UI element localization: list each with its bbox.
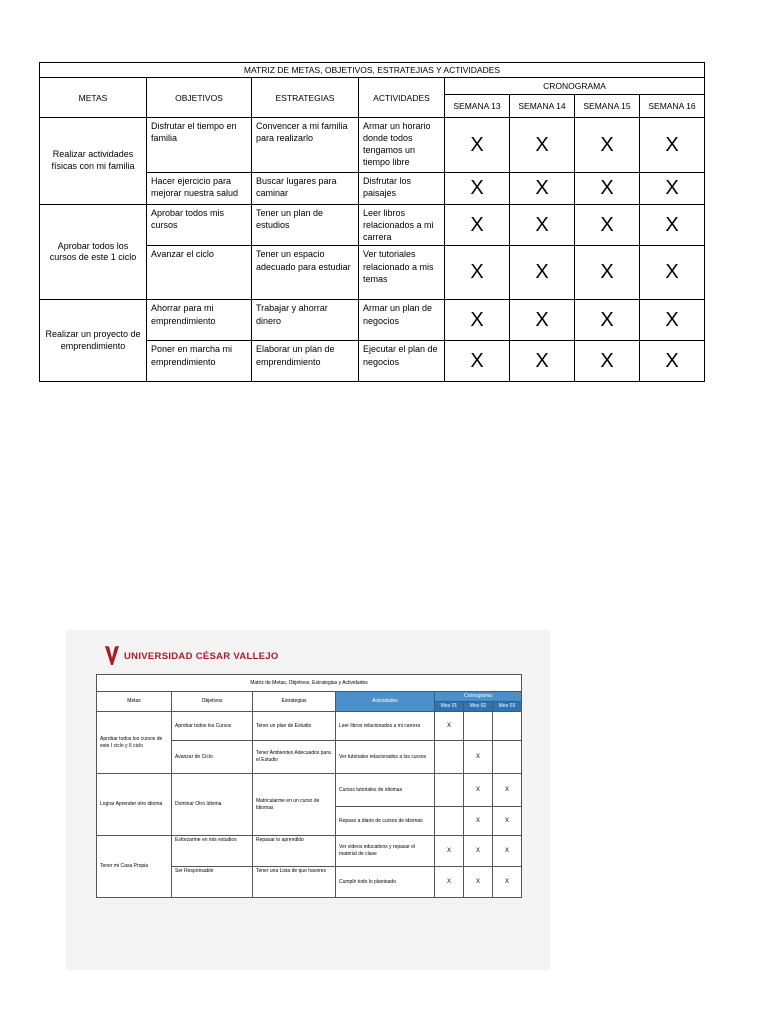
- header-row-1: [40, 78, 705, 95]
- objetivo-cell: Ahorrar para mi emprendimiento: [147, 300, 252, 341]
- month-mark: [464, 712, 493, 741]
- header-actividades: ACTIVIDADES: [359, 78, 445, 118]
- sub-header-actividades: Actividades: [336, 692, 435, 712]
- embedded-matrix-table: [96, 674, 522, 898]
- week-mark: X: [640, 205, 705, 246]
- week-mark: X: [575, 341, 640, 382]
- sub-meta-cell: Lograr Aprender otro idioma: [97, 774, 172, 836]
- month-mark: [493, 712, 522, 741]
- actividad-cell: Ejecutar el plan de negocios: [359, 341, 445, 382]
- objetivo-cell: Avanzar el ciclo: [147, 246, 252, 300]
- sub-meta-cell: Tener mi Casa Propia: [97, 836, 172, 898]
- month-mark: X: [464, 807, 493, 836]
- estrategia-cell: Convencer a mi familia para realizarlo: [252, 118, 359, 173]
- header-week: SEMANA 16: [640, 95, 705, 118]
- sub-estrategia-cell: Matricularme en un curso de Idiomas: [253, 774, 336, 836]
- sub-objetivo-cell: Esforzarme en mis estudios: [172, 836, 253, 867]
- header-estrategias: ESTRATEGIAS: [252, 78, 359, 118]
- sub-header-month: Mes 01: [435, 702, 464, 712]
- header-week: SEMANA 14: [510, 95, 575, 118]
- sub-header-estrategias: Estrategias: [253, 692, 336, 712]
- table-row: [97, 712, 522, 741]
- embedded-matrix-image: [66, 630, 550, 970]
- week-mark: X: [640, 173, 705, 205]
- sub-actividad-cell: Ver videos educativos y repasar el material de clase: [336, 836, 435, 867]
- sub-actividad-cell: Leer libros relacionados a mi carrera: [336, 712, 435, 741]
- month-mark: X: [464, 741, 493, 774]
- month-mark: X: [464, 867, 493, 898]
- week-mark: X: [445, 205, 510, 246]
- week-mark: X: [445, 173, 510, 205]
- actividad-cell: Armar un plan de negocios: [359, 300, 445, 341]
- week-mark: X: [640, 300, 705, 341]
- estrategia-cell: Buscar lugares para caminar: [252, 173, 359, 205]
- month-mark: [435, 774, 464, 807]
- week-mark: X: [575, 205, 640, 246]
- week-mark: X: [510, 300, 575, 341]
- week-mark: X: [575, 173, 640, 205]
- week-mark: X: [575, 118, 640, 173]
- university-logo: [104, 644, 279, 670]
- matrix-title-row: [40, 63, 705, 78]
- sub-actividad-cell: Cursos tutoriales de idiomas: [336, 774, 435, 807]
- objetivo-cell: Poner en marcha mi emprendimiento: [147, 341, 252, 382]
- month-mark: X: [464, 774, 493, 807]
- header-week: SEMANA 15: [575, 95, 640, 118]
- header-metas: METAS: [40, 78, 147, 118]
- week-mark: X: [640, 341, 705, 382]
- sub-title-row: [97, 675, 522, 692]
- sub-header-cronograma: Cronograma: [435, 692, 522, 702]
- table-row: [40, 300, 705, 341]
- month-mark: [435, 741, 464, 774]
- table-row: [97, 774, 522, 807]
- week-mark: X: [445, 246, 510, 300]
- actividad-cell: Disfrutar los paisajes: [359, 173, 445, 205]
- sub-estrategia-cell: Tener una Lista de que haceres: [253, 867, 336, 898]
- header-week: SEMANA 13: [445, 95, 510, 118]
- month-mark: X: [435, 712, 464, 741]
- logo-text: UNIVERSIDAD CÉSAR VALLEJO: [124, 651, 279, 662]
- sub-objetivo-cell: Dominar Otro Idioma: [172, 774, 253, 836]
- table-row: [40, 205, 705, 246]
- week-mark: X: [575, 246, 640, 300]
- month-mark: [493, 741, 522, 774]
- month-mark: [435, 807, 464, 836]
- month-mark: X: [493, 836, 522, 867]
- week-mark: X: [640, 118, 705, 173]
- month-mark: X: [464, 836, 493, 867]
- month-mark: X: [493, 867, 522, 898]
- week-mark: X: [575, 300, 640, 341]
- sub-header-row-1: [97, 692, 522, 702]
- sub-header-month: Mes 02: [464, 702, 493, 712]
- objetivo-cell: Hacer ejercicio para mejorar nuestra salud: [147, 173, 252, 205]
- actividad-cell: Ver tutoriales relacionado a mis temas: [359, 246, 445, 300]
- meta-cell: Realizar actividades físicas con mi familia: [40, 118, 147, 205]
- objetivo-cell: Disfrutar el tiempo en familia: [147, 118, 252, 173]
- sub-objetivo-cell: Aprobar todos los Cursos: [172, 712, 253, 741]
- sub-header-month: Mes 03: [493, 702, 522, 712]
- month-mark: X: [493, 774, 522, 807]
- sub-title: Matriz de Metas, Objetivos, Estrategias y Actividades: [97, 675, 522, 692]
- sub-objetivo-cell: Ser Responsable: [172, 867, 253, 898]
- table-row: [97, 836, 522, 867]
- goals-matrix-table: [39, 62, 705, 382]
- sub-estrategia-cell: Tener un plan de Estudio: [253, 712, 336, 741]
- meta-cell: Aprobar todos los cursos de este 1 ciclo: [40, 205, 147, 300]
- month-mark: X: [435, 867, 464, 898]
- header-objetivos: OBJETIVOS: [147, 78, 252, 118]
- estrategia-cell: Trabajar y ahorrar dinero: [252, 300, 359, 341]
- estrategia-cell: Tener un plan de estudios: [252, 205, 359, 246]
- estrategia-cell: Tener un espacio adecuado para estudiar: [252, 246, 359, 300]
- sub-estrategia-cell: Repasar lo aprendido: [253, 836, 336, 867]
- sub-meta-cell: Aprobar todos los cursos de este I ciclo y II ciclo: [97, 712, 172, 774]
- month-mark: X: [493, 807, 522, 836]
- week-mark: X: [640, 246, 705, 300]
- table-row: [40, 118, 705, 173]
- week-mark: X: [510, 246, 575, 300]
- sub-actividad-cell: Cumplir todo lo planteado: [336, 867, 435, 898]
- sub-objetivo-cell: Avanzar de Ciclo: [172, 741, 253, 774]
- estrategia-cell: Elaborar un plan de emprendimiento: [252, 341, 359, 382]
- sub-actividad-cell: Ver tutoriales relacionados a los cursos: [336, 741, 435, 774]
- week-mark: X: [445, 300, 510, 341]
- week-mark: X: [445, 341, 510, 382]
- header-cronograma: CRONOGRAMA: [445, 78, 705, 95]
- week-mark: X: [510, 173, 575, 205]
- week-mark: X: [445, 118, 510, 173]
- meta-cell: Realizar un proyecto de emprendimiento: [40, 300, 147, 382]
- week-mark: X: [510, 341, 575, 382]
- sub-header-objetivos: Objetivos: [172, 692, 253, 712]
- sub-estrategia-cell: Tener Ambientes Adecuados para el Estudio: [253, 741, 336, 774]
- sub-header-metas: Metas: [97, 692, 172, 712]
- month-mark: X: [435, 836, 464, 867]
- sub-actividad-cell: Repaso a diario de cursos de idiomas: [336, 807, 435, 836]
- actividad-cell: Leer libros relacionados a mi carrera: [359, 205, 445, 246]
- matrix-title: MATRIZ DE METAS, OBJETIVOS, ESTRATEJIAS Y ACTIVIDADES: [40, 63, 705, 78]
- ucv-emblem-icon: [104, 644, 120, 666]
- week-mark: X: [510, 118, 575, 173]
- week-mark: X: [510, 205, 575, 246]
- objetivo-cell: Aprobar todos mis cursos: [147, 205, 252, 246]
- actividad-cell: Armar un horario donde todos tengamos un tiempo libre: [359, 118, 445, 173]
